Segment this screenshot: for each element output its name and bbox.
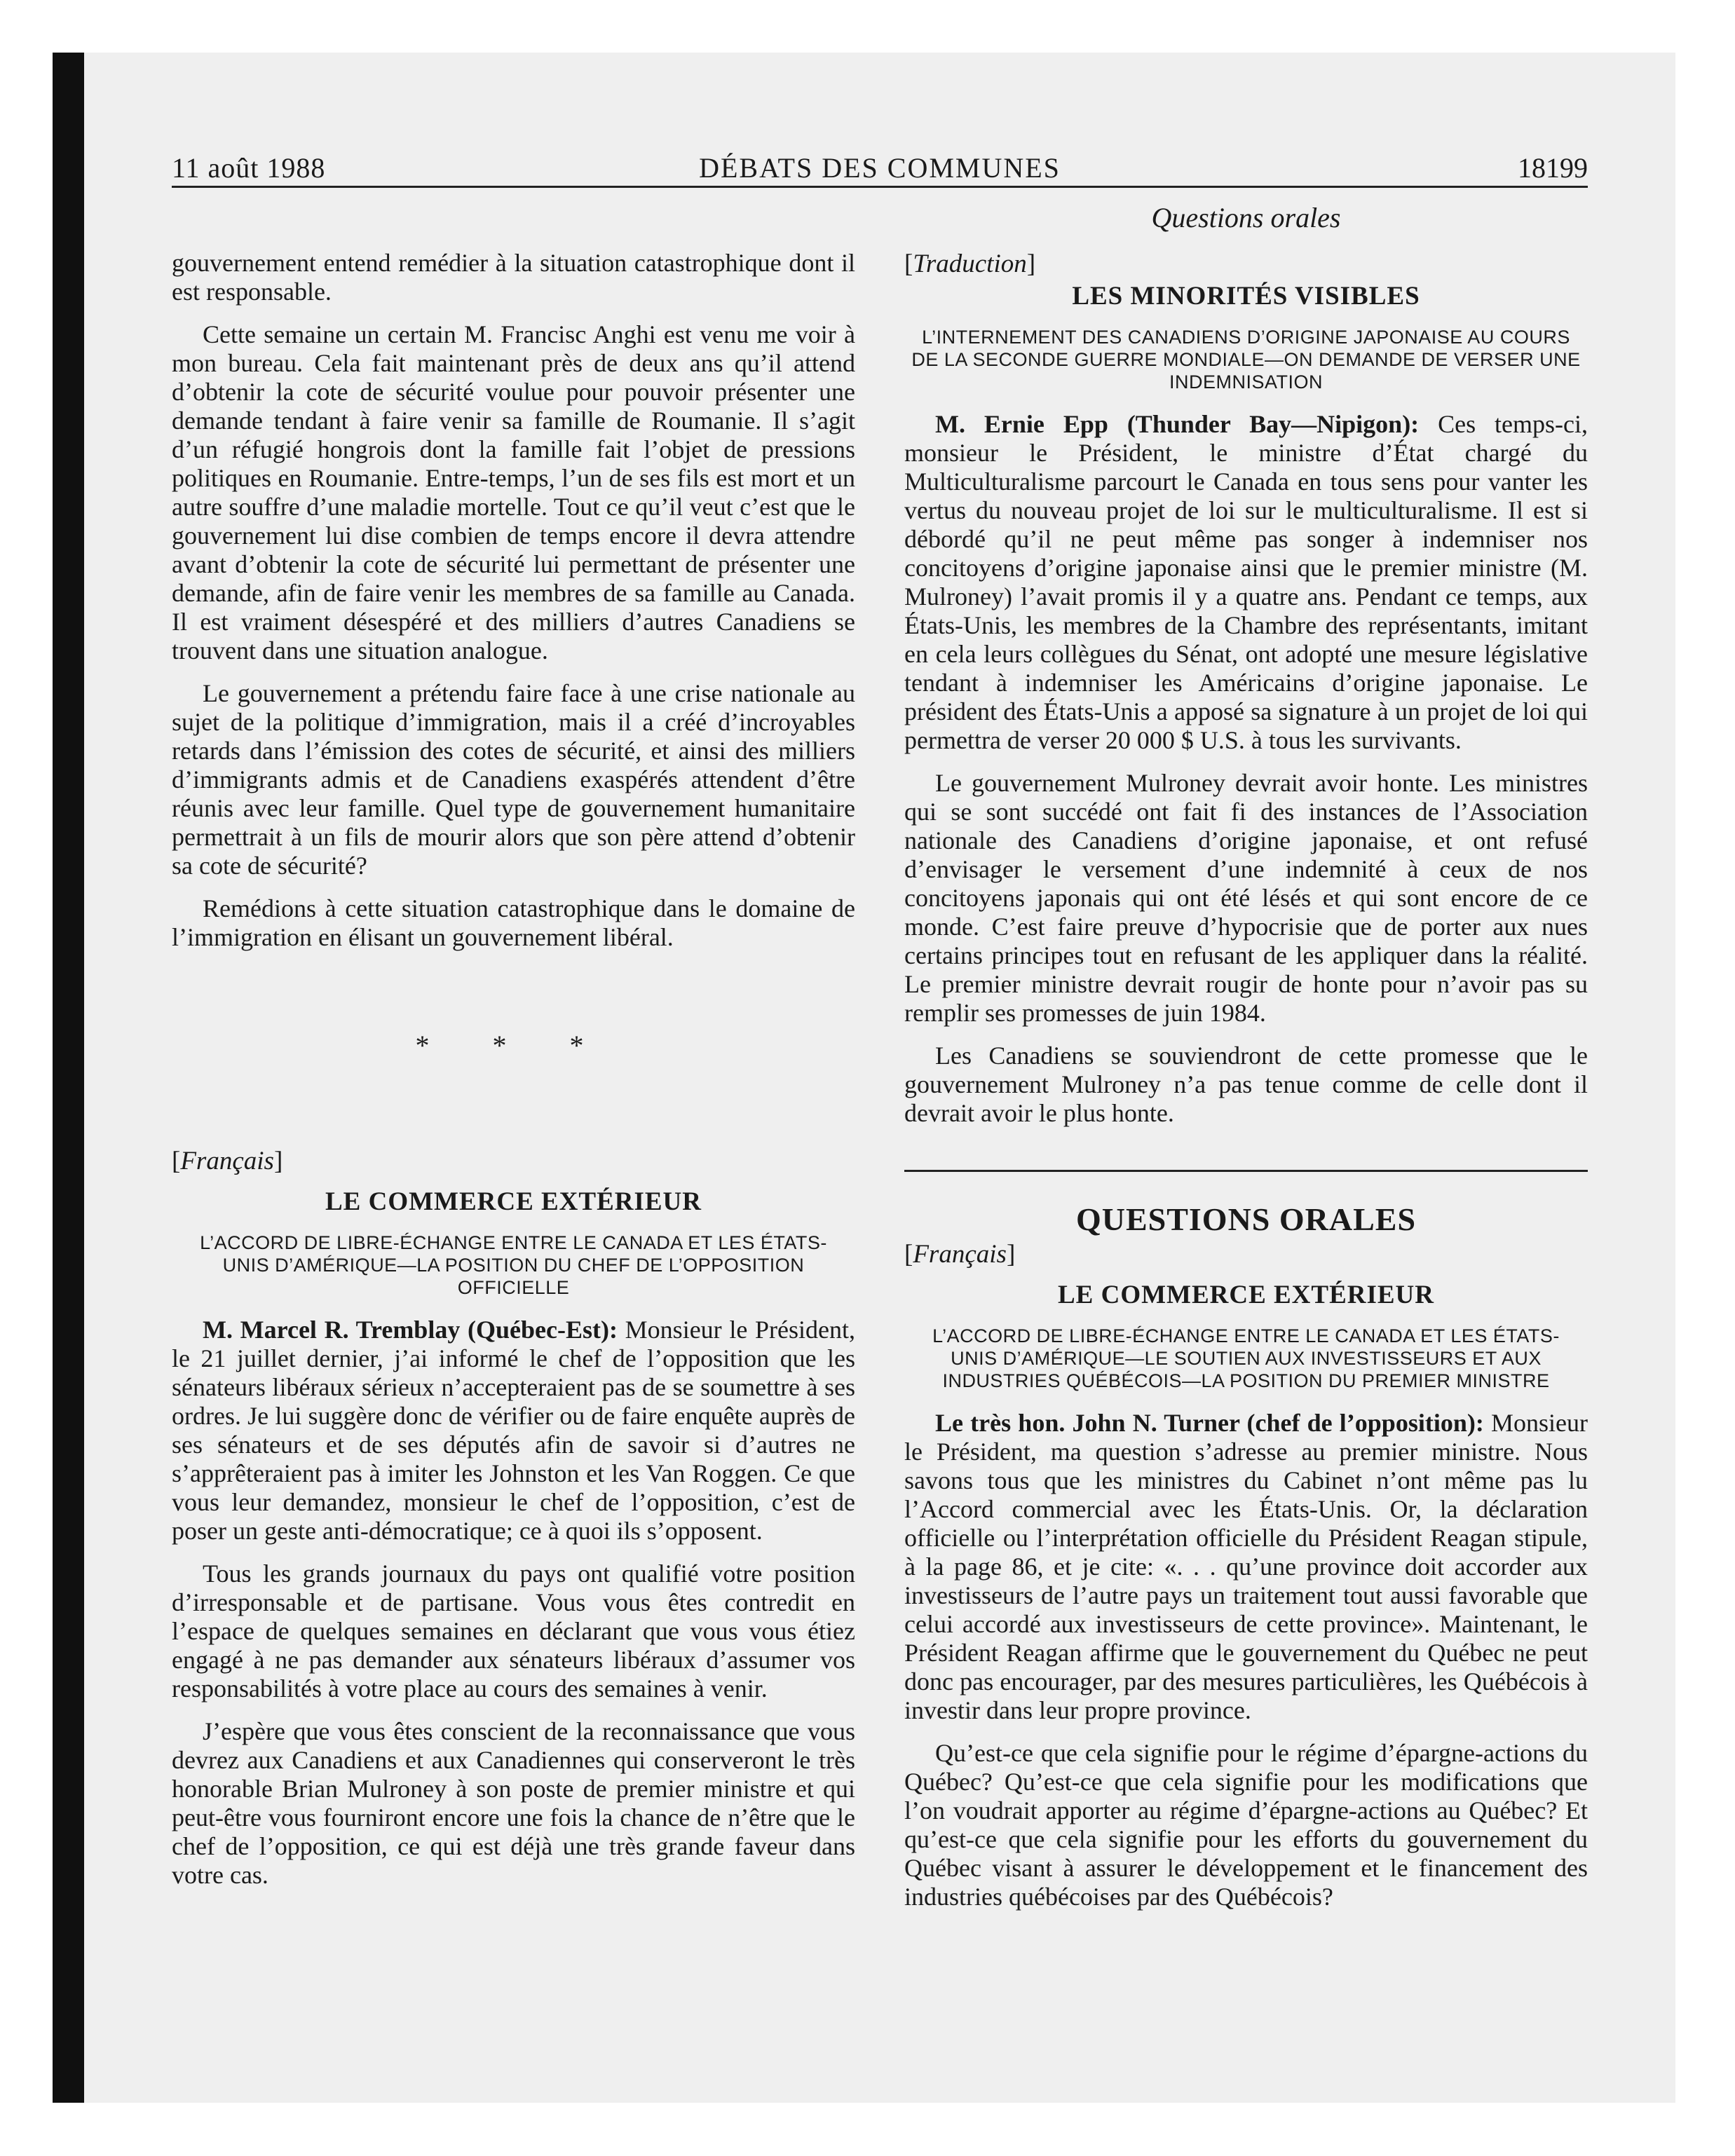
- bracket-close: ]: [1026, 250, 1036, 278]
- bracket-open: [: [904, 1240, 913, 1269]
- section-heading-questions: QUESTIONS ORALES: [1075, 1201, 1417, 1237]
- language-tag: [904, 249, 1588, 280]
- language-label: Traduction: [913, 250, 1027, 278]
- right-column: [904, 249, 1588, 1911]
- language-label: Français: [913, 1240, 1007, 1269]
- header-date: 11 août 1988: [172, 152, 326, 184]
- speech-text: Ces temps-ci, monsieur le Président, le ministre d’État chargé du Multiculturalisme parcourt le Canada en tous sens pour vanter les vertus du nouveau projet de loi sur le multiculturalisme. Il est si débordé qu’il ne peut même pas songer à indemniser nos concitoyens d’origine japonaise ainsi que le premier ministre (M. Mulroney) l’avait promis il y a quatre ans. Pendant ce temps, aux États-Unis, les membres de la Chambre des représentants, imitant en cela leurs collègues du Sénat, ont adopté une mesure législative tendant à indemniser les Américains d’origine japonaise. Le président des États-Unis a apposé sa signature à un projet de loi qui permettra de verser 20 000 $ U.S. à tous les survivants.: [904, 410, 1588, 754]
- scan-edge: [53, 53, 84, 2103]
- speech-text: Monsieur le Président, le 21 juillet dernier, j’ai informé le chef de l’opposition que les sénateurs libéraux sérieux n’accepteraient pas de se soumettre à ses ordres. Je lui suggère donc de vérifier ou de faire enquête auprès de ses sénateurs et de ses députés afin de savoir si d’autres ne s’apprêteraient pas à imiter les Johnston et les Van Roggen. Ce que vous leur demandez, monsieur le chef de l’opposition, c’est de poser un geste anti-démocratique; ce à quoi ils s’opposent.: [172, 1316, 856, 1545]
- bracket-close: ]: [273, 1147, 283, 1175]
- language-label: Français: [180, 1147, 274, 1175]
- header-page-number: 18199: [1518, 152, 1588, 184]
- section-title: LES MINORITÉS VISIBLES: [1072, 282, 1420, 311]
- speech-text: Monsieur le Président, ma question s’adresse au premier ministre. Nous savons tous que les ministres du Cabinet n’ont même pas lu l’Accord commercial avec les États-Unis. Or, la déclaration officielle ou l’interprétation officielle du Président Reagan stipule, à la page 86, et je cite: «. . . qu’une province doit accorder aux investisseurs de l’autre pays un traitement tout aussi favorable que celui accordé aux investisseurs de cette province». Maintenant, le Président Reagan affirme que le gouvernement du Québec ne peut donc pas encourager, par des mesures particulières, les Québécois à investir dans leur propre province.: [904, 1409, 1588, 1724]
- section-title: LE COMMERCE EXTÉRIEUR: [325, 1187, 702, 1216]
- bracket-open: [: [172, 1147, 181, 1175]
- section-subtitle: L’ACCORD DE LIBRE-ÉCHANGE ENTRE LE CANADA ET LES ÉTATS-UNIS D’AMÉRIQUE—LE SOUTIEN AUX INVESTISSEURS ET AUX INDUSTRIES QUÉBÉCOIS—LA POSITION DU PREMIER MINISTRE: [932, 1325, 1560, 1391]
- speaker-name: Le très hon. John N. Turner (chef de l’opposition):: [935, 1409, 1484, 1437]
- page-header: [172, 151, 1588, 188]
- speaker-name: M. Ernie Epp (Thunder Bay—Nipigon):: [935, 410, 1420, 438]
- speech-paragraph: [904, 1409, 1588, 1725]
- section-separator-stars: * * *: [415, 1030, 612, 1061]
- speaker-name: M. Marcel R. Tremblay (Québec-Est):: [203, 1316, 618, 1344]
- language-tag: [172, 1146, 855, 1177]
- language-tag: [904, 1239, 1588, 1270]
- paragraph: Le gouvernement a prétendu faire face à une crise nationale au sujet de la politique d’immigration, mais il a créé d’incroyables retards dans l’émission des cotes de sécurité, et ainsi des milliers d’immigrants admis et de Canadiens exaspérés attendent d’être réunis avec leur famille. Quel type de gouvernement humanitaire permettrait à un fils de mourir alors que son père attend d’obtenir sa cote de sécurité?: [172, 679, 855, 880]
- paragraph: Tous les grands journaux du pays ont qualifié votre position d’irresponsable et de partisane. Vous vous êtes contredit en l’espace de quelques semaines en déclarant que vous vous étiez engagé à ne pas demander aux sénateurs libéraux d’assumer vos responsabilités à votre place au cours des semaines à venir.: [172, 1560, 855, 1703]
- bracket-close: ]: [1006, 1240, 1016, 1269]
- paragraph: Cette semaine un certain M. Francisc Anghi est venu me voir à mon bureau. Cela fait maintenant près de deux ans qu’il attend d’obtenir la cote de sécurité voulue pour pouvoir présenter une demande tendant à faire venir sa famille de Roumanie. Il s’agit d’un réfugié hongrois dont la famille fait l’objet de pressions politiques en Roumanie. Entre-temps, l’un de ses fils est mort et un autre souffre d’une maladie mortelle. Tout ce qu’il veut c’est que le gouvernement lui dise combien de temps encore il devra attendre avant d’obtenir la cote de sécurité lui permettant de présenter une demande, afin de faire venir les membres de sa famille au Canada. Il est vraiment désespéré et des milliers d’autres Canadiens se trouvent dans une situation analogue.: [172, 320, 855, 664]
- paragraph: J’espère que vous êtes conscient de la reconnaissance que vous devrez aux Canadiens et aux Canadiennes qui conserveront le très honorable Brian Mulroney à son poste de premier ministre et qui peut-être vous fourniront encore une fois la chance de n’être que le chef de l’opposition, ce qui est déjà une très grande faveur dans votre cas.: [172, 1717, 855, 1889]
- paragraph: Remédions à cette situation catastrophique dans le domaine de l’immigration en élisant un gouvernement libéral.: [172, 894, 855, 951]
- header-publication: DÉBATS DES COMMUNES: [699, 152, 1061, 184]
- paragraph: Les Canadiens se souviendront de cette promesse que le gouvernement Mulroney n’a pas tenue comme de celle dont il devrait avoir le plus honte.: [904, 1042, 1588, 1127]
- left-column: [172, 249, 855, 1890]
- speech-paragraph: [904, 410, 1588, 755]
- bracket-open: [: [904, 250, 913, 278]
- paragraph: Le gouvernement Mulroney devrait avoir honte. Les ministres qui se sont succédé ont fait fi des instances de l’Association nationale des Canadiens d’origine japonaise, et ont refusé d’envisager le versement d’une indemnité à ceux de nos concitoyens japonais qui ont été lésés et qui sont encore de ce monde. C’est faire preuve d’hypocrisie que de porter aux nues certains principes tout en refusant de les appliquer dans la réalité. Le premier ministre devrait rougir de honte pour n’avoir pas su remplir ses promesses de juin 1984.: [904, 769, 1588, 1027]
- paragraph: Qu’est-ce que cela signifie pour le régime d’épargne-actions du Québec? Qu’est-ce que cela signifie pour les modifications que l’on voudrait apporter au régime d’épargne-actions au Québec? Et qu’est-ce que cela signifie pour les efforts du gouvernement du Québec visant à assurer le développement et le financement des industries québécoises par des Québécois?: [904, 1739, 1588, 1911]
- section-subtitle: L’INTERNEMENT DES CANADIENS D’ORIGINE JAPONAISE AU COURS DE LA SECONDE GUERRE MONDIALE—ON DEMANDE DE VERSER UNE INDEMNISATION: [911, 327, 1581, 393]
- running-head: Questions orales: [1151, 202, 1341, 233]
- paragraph: gouvernement entend remédier à la situation catastrophique dont il est responsable.: [172, 249, 855, 306]
- speech-paragraph: [172, 1316, 855, 1546]
- section-title: LE COMMERCE EXTÉRIEUR: [1058, 1281, 1434, 1309]
- section-subtitle: L’ACCORD DE LIBRE-ÉCHANGE ENTRE LE CANADA ET LES ÉTATS-UNIS D’AMÉRIQUE—LA POSITION DU CHEF DE L’OPPOSITION OFFICIELLE: [200, 1232, 827, 1298]
